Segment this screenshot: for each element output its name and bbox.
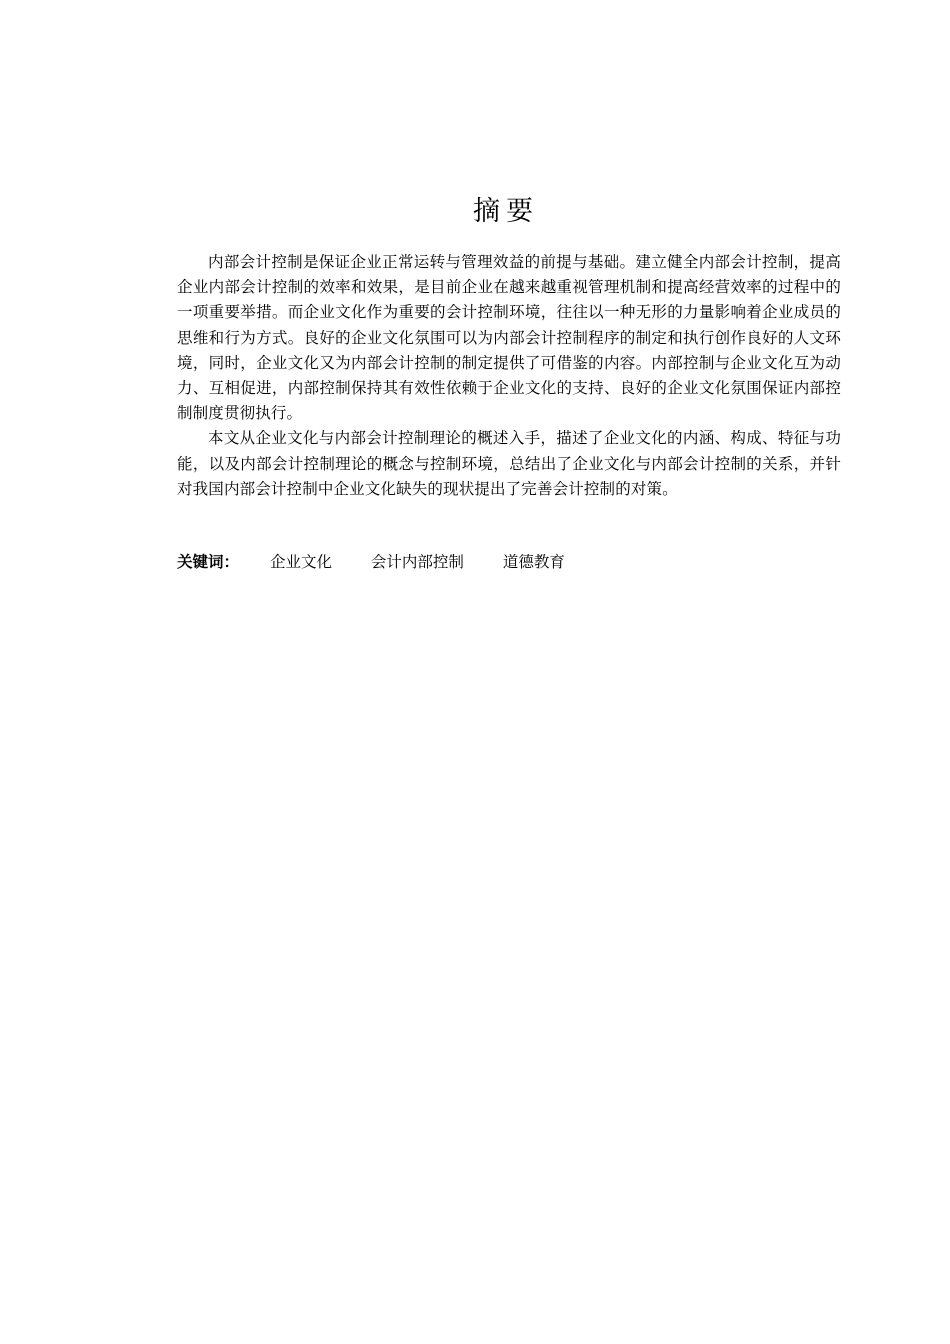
keyword-item: 企业文化 (269, 553, 332, 571)
keywords-line (177, 550, 841, 575)
abstract-title: 摘要 (473, 196, 539, 227)
abstract-body (177, 250, 841, 502)
abstract-paragraph: 本文从企业文化与内部会计控制理论的概述入手，描述了企业文化的内涵、构成、特征与功能，以及内部会计控制理论的概念与控制环境，总结出了企业文化与内部会计控制的关系，并针对我国内部会计控制中企业文化缺失的现状提出了完善会计控制的对策。 (177, 429, 841, 498)
keyword-item: 道德教育 (502, 553, 565, 571)
keywords-label: 关键词： (177, 553, 240, 571)
abstract-paragraph: 内部会计控制是保证企业正常运转与管理效益的前提与基础。建立健全内部会计控制，提高企业内部会计控制的效率和效果，是目前企业在越来越重视管理机制和提高经营效率的过程中的一项重要举措。而企业文化作为重要的会计控制环境，往往以一种无形的力量影响着企业成员的思维和行为方式。良好的企业文化氛围可以为内部会计控制程序的制定和执行创作良好的人文环境，同时，企业文化又为内部会计控制的制定提供了可借鉴的内容。内部控制与企业文化互为动力、互相促进，内部控制保持其有效性依赖于企业文化的支持、良好的企业文化氛围保证内部控制制度贯彻执行。 (177, 253, 841, 423)
keyword-item: 会计内部控制 (370, 553, 464, 571)
